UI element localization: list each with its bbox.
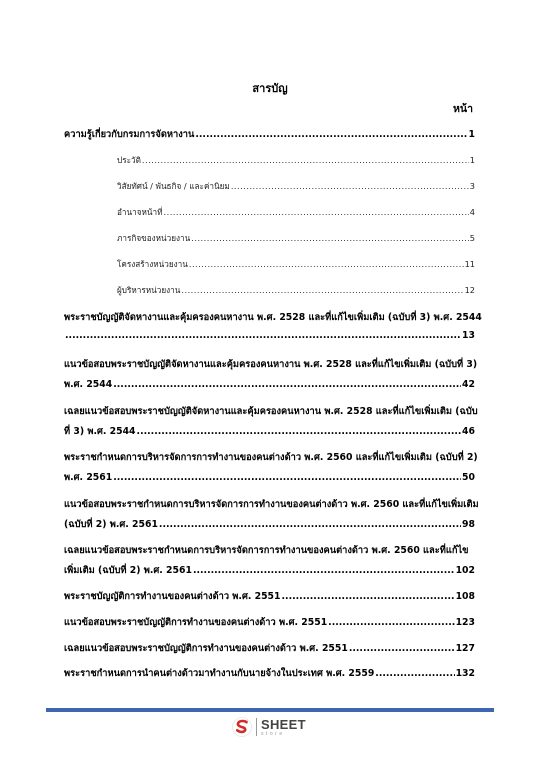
toc-page-number: 4 bbox=[469, 207, 475, 217]
toc-entry-text: ประวัติ bbox=[117, 155, 141, 165]
sheet-store-logo-icon bbox=[232, 717, 252, 737]
toc-page-number: 1 bbox=[468, 129, 475, 140]
toc-entry bbox=[64, 641, 475, 656]
toc-entry-line1: แนวข้อสอบพระราชบัญญัติจัดหางานและคุ้มครองคนหางาน พ.ศ. 2528 และที่แก้ไขเพิ่มเติม (ฉบับที่ 3) bbox=[64, 359, 478, 370]
toc-entry-text: (ฉบับที่ 2) พ.ศ. 2561 bbox=[64, 519, 158, 530]
toc-entry-text: ที่ 3) พ.ศ. 2544 bbox=[64, 426, 136, 437]
dot-leader bbox=[65, 330, 461, 341]
toc-entry-text: เพิ่มเติม (ฉบับที่ 2) พ.ศ. 2561 bbox=[64, 565, 192, 576]
toc-entry-line1: เฉลยแนวข้อสอบพระราชบัญญัติจัดหางานและคุ้มครองคนหางาน พ.ศ. 2528 และที่แก้ไขเพิ่มเติม (ฉบับ bbox=[64, 406, 478, 417]
toc-sub-entry bbox=[117, 284, 475, 297]
toc-entry-text: พระราชบัญญัติการทำงานของคนต่างด้าว พ.ศ. 2551 bbox=[64, 591, 281, 602]
toc-page-number: 50 bbox=[462, 472, 475, 483]
toc-page-number: 3 bbox=[469, 181, 475, 191]
toc-entry-text: แนวข้อสอบพระราชบัญญัติการทำงานของคนต่างด้าว พ.ศ. 2551 bbox=[64, 617, 328, 628]
toc-entry-line1: พระราชกำหนดการบริหารจัดการการทำงานของคนต่างด้าว พ.ศ. 2560 และที่แก้ไขเพิ่มเติม (ฉบับที่ 2) bbox=[64, 452, 478, 463]
logo-sub: store bbox=[261, 730, 285, 737]
toc-entry-line1: เฉลยแนวข้อสอบพระราชกำหนดการบริหารจัดการการทำงานของคนต่างด้าว พ.ศ. 2560 และที่แก้ไข bbox=[64, 545, 469, 556]
toc-entry-text: ความรู้เกี่ยวกับกรมการจัดหางาน bbox=[64, 129, 195, 140]
toc-entry bbox=[64, 589, 475, 604]
toc-page-number: 12 bbox=[464, 285, 475, 295]
toc-sub-entry bbox=[117, 180, 475, 193]
toc-entry bbox=[64, 470, 475, 485]
toc-entry bbox=[64, 666, 475, 681]
dot-leader bbox=[282, 591, 455, 602]
toc-entry-text: พระราชกำหนดการนำคนต่างด้าวมาทำงานกับนายจ้างในประเทศ พ.ศ. 2559 bbox=[64, 668, 375, 679]
dot-leader bbox=[195, 129, 467, 140]
dot-leader bbox=[164, 207, 469, 217]
toc-page-number: 46 bbox=[462, 426, 475, 437]
dot-leader bbox=[142, 155, 469, 165]
logo-name: SHEET bbox=[261, 716, 306, 732]
toc-entry bbox=[64, 517, 475, 532]
dot-leader bbox=[181, 285, 463, 295]
dot-leader bbox=[159, 519, 461, 530]
dot-leader bbox=[328, 617, 454, 628]
toc-sub-entry bbox=[117, 154, 475, 167]
toc-entry bbox=[64, 377, 475, 392]
page-title: สารบัญ bbox=[252, 82, 288, 95]
dot-leader bbox=[231, 181, 469, 191]
toc-entry bbox=[64, 615, 475, 630]
footer-rule bbox=[46, 708, 494, 712]
toc-page-number: 98 bbox=[462, 519, 475, 530]
toc-entry-text: เฉลยแนวข้อสอบพระราชบัญญัติการทำงานของคนต่างด้าว พ.ศ. 2551 bbox=[64, 643, 348, 654]
toc-sub-entry bbox=[117, 258, 475, 271]
toc-sub-entry bbox=[117, 232, 475, 245]
toc-entry-line1: พระราชบัญญัติจัดหางานและคุ้มครองคนหางาน พ.ศ. 2528 และที่แก้ไขเพิ่มเติม (ฉบับที่ 3) พ.ศ. 2544 bbox=[64, 312, 482, 323]
toc-page-number: 108 bbox=[455, 591, 475, 602]
dot-leader bbox=[137, 426, 462, 437]
dot-leader bbox=[349, 643, 455, 654]
toc-entry-line1: แนวข้อสอบพระราชกำหนดการบริหารจัดการการทำงานของคนต่างด้าว พ.ศ. 2560 และที่แก้ไขเพิ่มเติม bbox=[64, 499, 479, 510]
footer-logo bbox=[232, 717, 306, 737]
toc-entry-text: อำนาจหน้าที่ bbox=[117, 207, 163, 217]
page-column-label: หน้า bbox=[453, 103, 473, 115]
toc-page-number: 11 bbox=[464, 259, 475, 269]
dot-leader bbox=[113, 379, 461, 390]
dot-leader bbox=[375, 668, 454, 679]
toc-entry-text: พ.ศ. 2561 bbox=[64, 472, 113, 483]
toc-entry bbox=[64, 330, 475, 341]
toc-page-number: 127 bbox=[455, 643, 475, 654]
toc-entry-text: ภารกิจของหน่วยงาน bbox=[117, 233, 191, 243]
toc-page-number: 102 bbox=[455, 565, 475, 576]
toc-page-number: 132 bbox=[455, 668, 475, 679]
toc-entry bbox=[64, 127, 475, 142]
dot-leader bbox=[193, 565, 455, 576]
toc-entry-text: วิสัยทัศน์ / พันธกิจ / และค่านิยม bbox=[117, 181, 230, 191]
toc-page-number: 13 bbox=[462, 330, 475, 341]
toc-page-number: 1 bbox=[469, 155, 475, 165]
toc-page-number: 5 bbox=[469, 233, 475, 243]
dot-leader bbox=[113, 472, 461, 483]
toc-entry-text: พ.ศ. 2544 bbox=[64, 379, 113, 390]
dot-leader bbox=[191, 233, 469, 243]
toc-entry-text: ผู้บริหารหน่วยงาน bbox=[117, 285, 181, 295]
toc-entry bbox=[64, 424, 475, 439]
toc-sub-entry bbox=[117, 206, 475, 219]
dot-leader bbox=[189, 259, 464, 269]
toc-entry-text: โครงสร้างหน่วยงาน bbox=[117, 259, 188, 269]
toc-entry bbox=[64, 563, 475, 578]
toc-page-number: 42 bbox=[462, 379, 475, 390]
logo-divider bbox=[256, 718, 257, 736]
toc-page-number: 123 bbox=[455, 617, 475, 628]
